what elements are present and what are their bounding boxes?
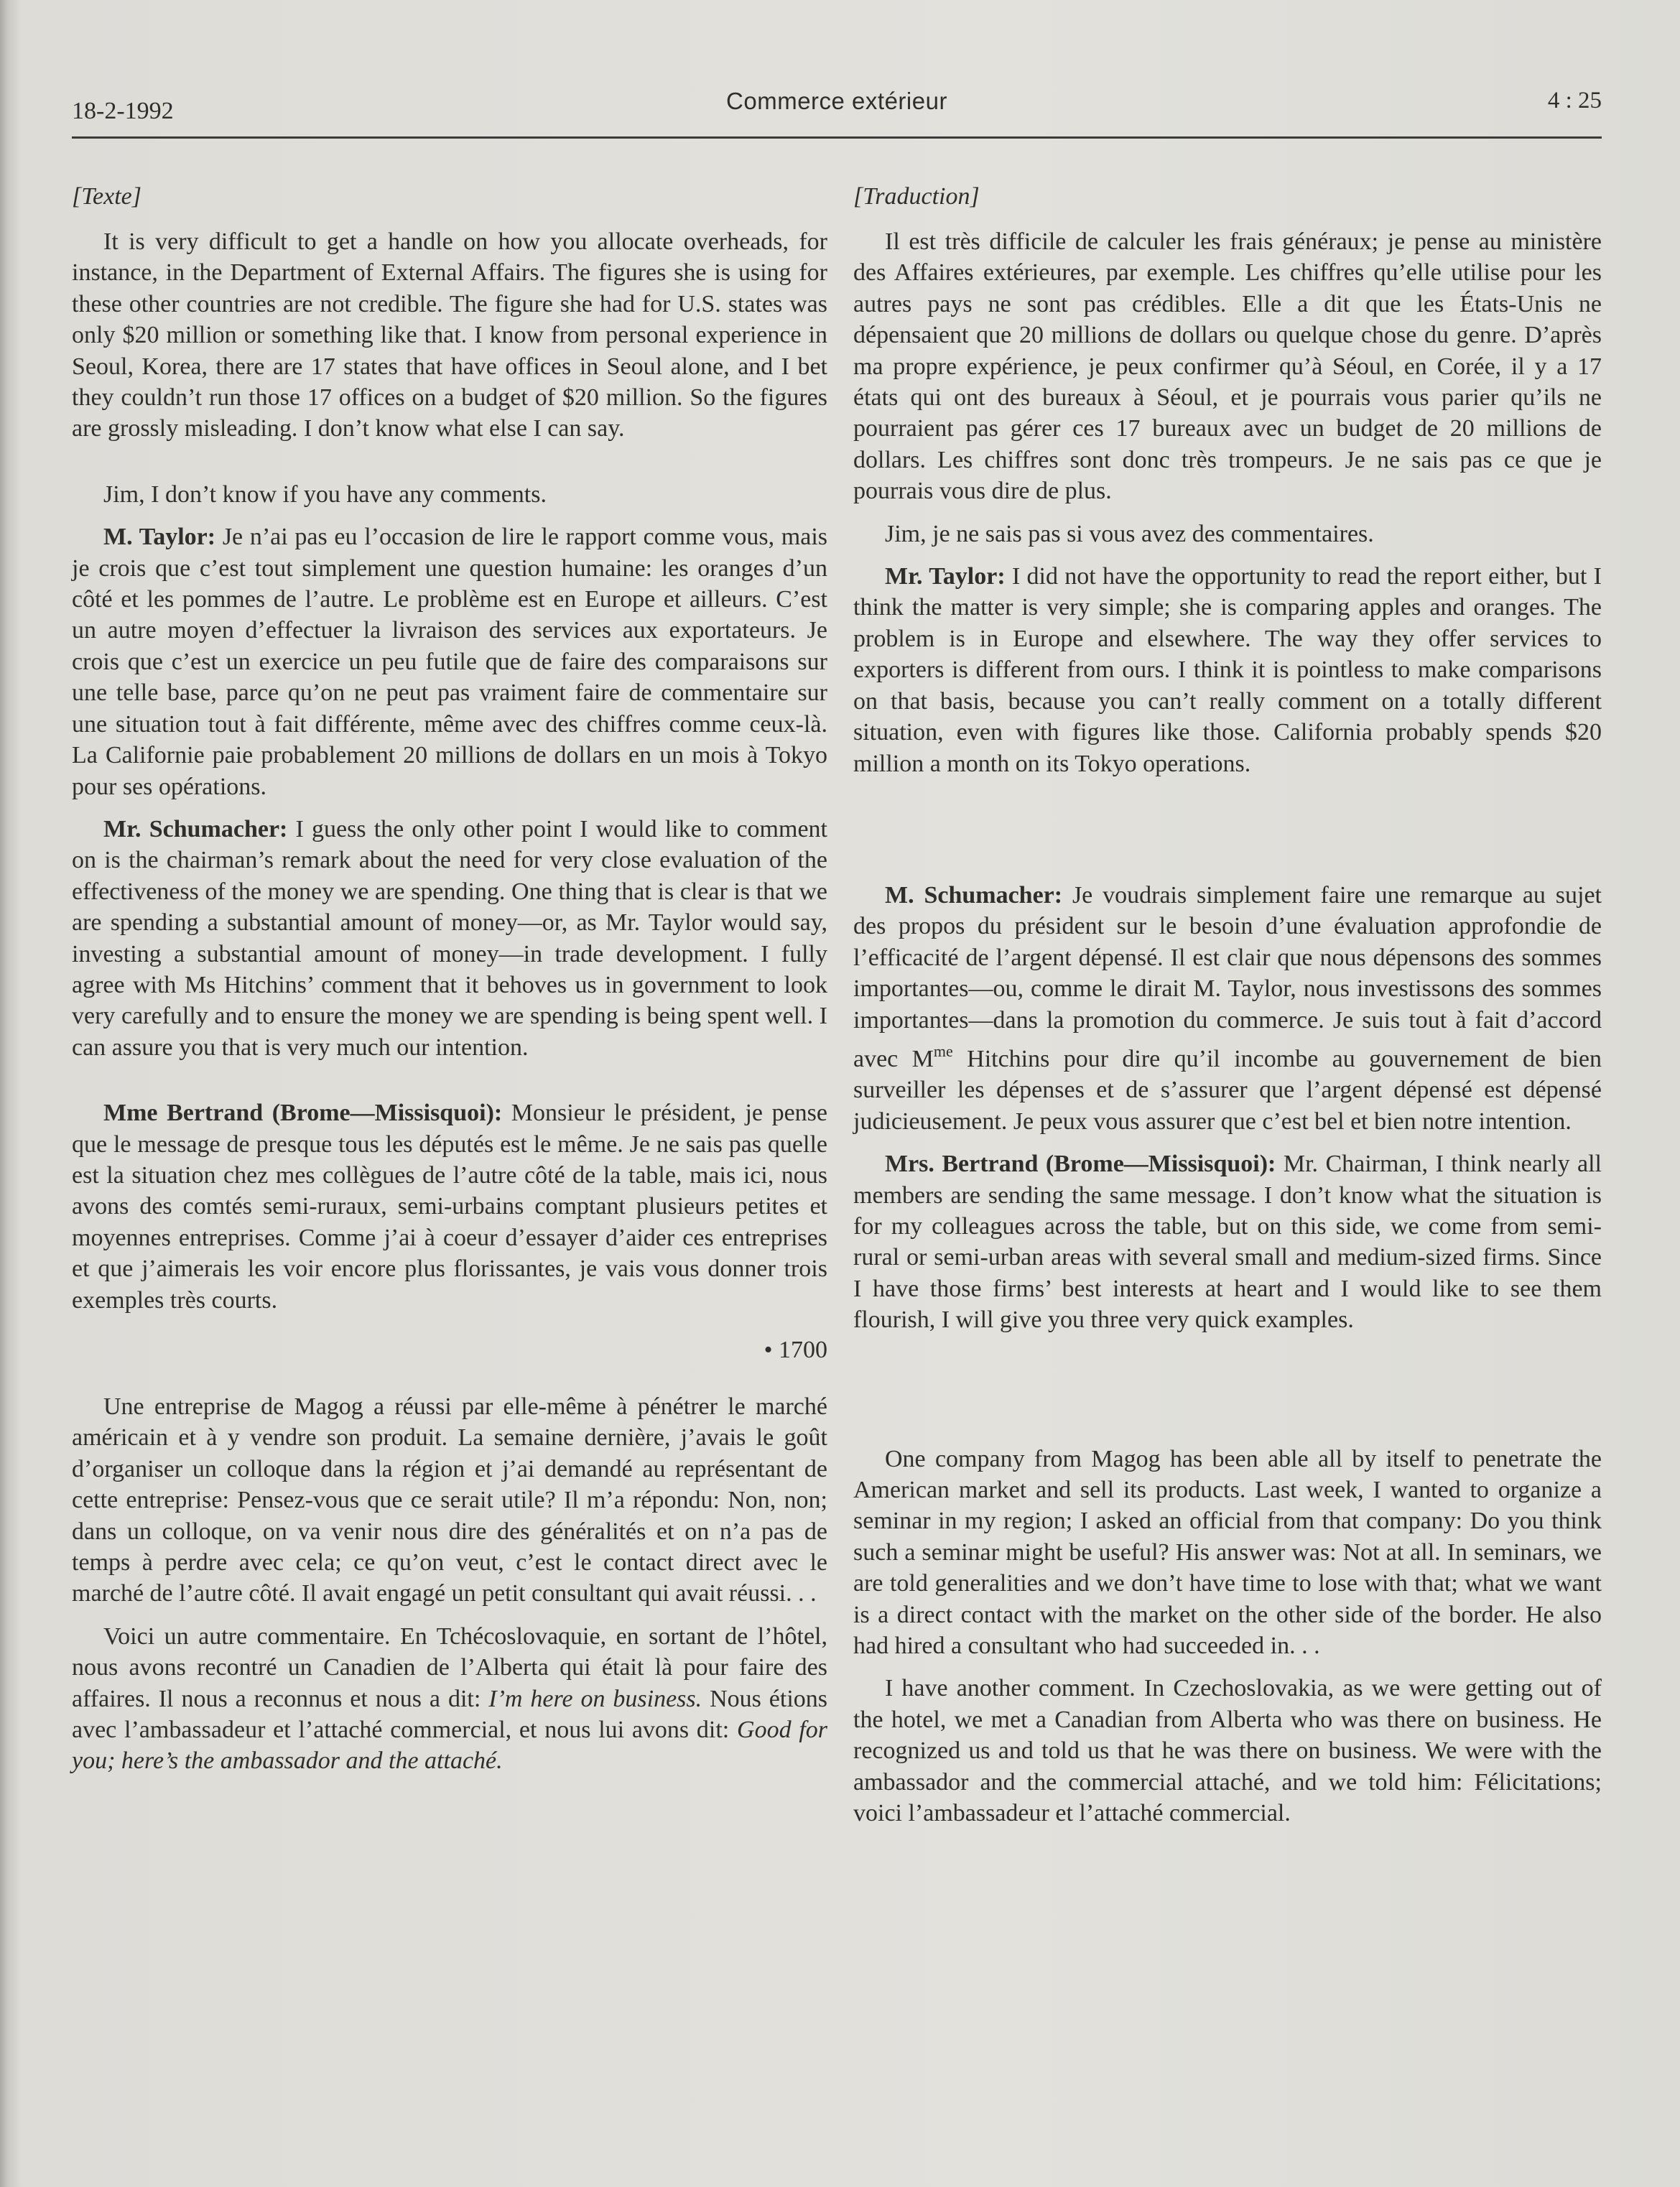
speaker-name: Mr. Taylor:	[885, 563, 1006, 590]
speaker-paragraph: M. Schumacher: Je voudrais simplement faire une remarque au sujet des propos du président sur le besoin d’une évaluation approfondie de l’efficacité de l’argent dépensé. Il est clair que nous dépensons des sommes importantes—ou, comme le dirait M. Taylor, nous investissons des sommes importantes—dans la promotion du commerce. Je suis tout à fait d’accord avec $M^{me}$ Hitchins pour dire qu’il incombe au gouvernement de bien surveiller les dépenses et de s’assurer que l’argent dépensé est dépensé judicieusement. Je peux vous assurer que c’est bel et bien notre intention.	[853, 881, 1602, 1135]
time-marker: • 1700	[764, 1337, 827, 1363]
paragraph: I have another comment. In Czechoslovakia, as we were getting out of the hotel, we met a Canadian from Alberta who was there on business. He recognized us and told us that he was there on business. We were with the ambassador and the commercial attaché, and we told him: Félicitations; voici l’ambassadeur et l’attaché commercial.	[853, 1675, 1602, 1827]
paragraph: Jim, I don’t know if you have any comments.	[103, 480, 547, 508]
paragraph: Jim, je ne sais pas si vous avez des commentaires.	[885, 520, 1374, 547]
right-column	[853, 181, 1602, 1829]
speaker-paragraph: Mrs. Bertrand (Brome—Missisquoi): Mr. Chairman, I think nearly all members are sending the same message. I don’t know what the situation is for my colleagues across the table, but on this side, we come from semi-rural or semi-urban areas with several small and medium-sized firms. Since I have those firms’ best interests at heart and I would like to see them flourish, I will give you three very quick examples.	[853, 1151, 1602, 1334]
speaker-name: M. Schumacher:	[885, 881, 1063, 909]
paragraph: It is very difficult to get a handle on how you allocate overheads, for instance, in the Department of External Affairs. The figures she is using for these other countries are not credible. The figure she had for U.S. states was only $20 million or something like that. I know from personal experience in Seoul, Korea, there are 17 states that have offices in Seoul alone, and I bet they couldn’t run those 17 offices on a budget of $20 million. So the figures are grossly misleading. I don’t know what else I can say.	[72, 228, 827, 442]
speaker-paragraph: Mr. Schumacher: I guess the only other point I would like to comment on is the chairman’s remark about the need for very close evaluation of the effectiveness of the money we are spending. One thing that is clear is that we are spending a substantial amount of money—or, as Mr. Taylor would say, investing a substantial amount of money—in trade development. I fully agree with Ms Hitchins’ comment that it behoves us in government to look very carefully and to ensure the money we are spending is being spent well. I can assure you that is very much our intention.	[72, 815, 827, 1061]
section-label-left: [Texte]	[72, 183, 141, 210]
speaker-name: M. Taylor:	[103, 524, 216, 551]
header-title: Commerce extérieur	[726, 88, 947, 114]
section-label-right: [Traduction]	[853, 183, 980, 210]
paragraph: Il est très difficile de calculer les frais généraux; je pense au ministère des Affaires extérieures, par exemple. Les chiffres qu’elle utilise pour les autres pays ne sont pas crédibles. Elle a dit que les États-Unis ne dépensaient que 20 millions de dollars ou quelque chose du genre. D’après ma propre expérience, je peux confirmer qu’à Séoul, en Corée, il y a 17 états qui ont des bureaux à Séoul, et je pourrais vous parier qu’ils ne pourraient pas gérer ces 17 bureaux avec un budget de 20 millions de dollars. Les chiffres sont donc très trompeurs. Je ne sais pas ce que je pourrais vous dire de plus.	[853, 228, 1602, 505]
speaker-name: Mrs. Bertrand (Brome—Missisquoi):	[885, 1151, 1276, 1178]
header-date: 18-2-1992	[72, 98, 174, 124]
speaker-name: Mme Bertrand (Brome—Missisquoi):	[103, 1100, 503, 1127]
header-page-number: 4 : 25	[1547, 88, 1602, 113]
page-header	[72, 85, 1602, 139]
paragraph: One company from Magog has been able all by itself to penetrate the American market and sell its products. Last week, I wanted to organize a seminar in my region; I asked an official from that company: Do you think such a seminar might be useful? His answer was: Not at all. In seminars, we are told generalities and we don’t have time to lose with that; what we want is a direct contact with the market on the other side of the border. He also had hired a consultant who had succeeded in. . .	[853, 1445, 1602, 1660]
left-column	[72, 181, 827, 1777]
speaker-paragraph: Mr. Taylor: I did not have the opportunity to read the report either, but I think the matter is very simple; she is comparing apples and oranges. The problem is in Europe and elsewhere. The way they offer services to exporters is different from ours. I think it is pointless to make comparisons on that basis, because you can’t really comment on a totally different situation, even with figures like those. California probably spends $20 million a month on its Tokyo operations.	[853, 563, 1602, 777]
paragraph: Voici un autre commentaire. En Tchécoslovaquie, en sortant de l’hôtel, nous avons recontré un Canadien de l’Alberta qui était là pour faire des affaires. Il nous a reconnus et nous a dit: I’m here on business. Nous étions avec l’ambassadeur et l’attaché commercial, et nous lui avons dit: Good for you; here’s the ambassador and the attaché.	[72, 1622, 828, 1775]
speaker-name: Mr. Schumacher:	[103, 815, 288, 842]
speaker-paragraph: Mme Bertrand (Brome—Missisquoi): Monsieur le président, je pense que le message de presque tous les députés est le même. Je ne sais pas quelle est la situation chez mes collègues de l’autre côté de la table, mais ici, nous avons des comtés semi-ruraux, semi-urbains comptant plusieurs petites et moyennes entreprises. Comme j’ai à coeur d’essayer d’aider ces entreprises et que j’aimerais les voir encore plus florissantes, je vais vous donner trois exemples très courts.	[72, 1100, 828, 1314]
paragraph: Une entreprise de Magog a réussi par elle-même à pénétrer le marché américain et à y vendre son produit. La semaine dernière, j’avais le goût d’organiser un colloque dans la région et j’ai demandé au représentant de cette entreprise: Pensez-vous que ce serait utile? Il m’a répondu: Non, non; dans un colloque, on va venir nous dire des généralités et on n’a pas de temps à perdre avec cela; ce qu’on veut, c’est le contact direct avec le marché de l’autre côté. Il avait engagé un petit consultant qui avait réussi. . .	[72, 1393, 827, 1607]
speaker-paragraph: M. Taylor: Je n’ai pas eu l’occasion de lire le rapport comme vous, mais je crois que c’est tout simplement une question humaine: les oranges d’un côté et les pommes de l’autre. Le problème est en Europe et ailleurs. C’est un autre moyen d’effectuer la livraison des services aux exportateurs. Je crois que c’est un exercice un peu futile que de faire des comparaisons sur une telle base, parce qu’on ne peut pas vraiment faire de commentaire sur une situation tout à fait différente, même avec des chiffres comme ceux-là. La Californie paie probablement 20 millions de dollars en un mois à Tokyo pour ses opérations.	[72, 524, 827, 800]
